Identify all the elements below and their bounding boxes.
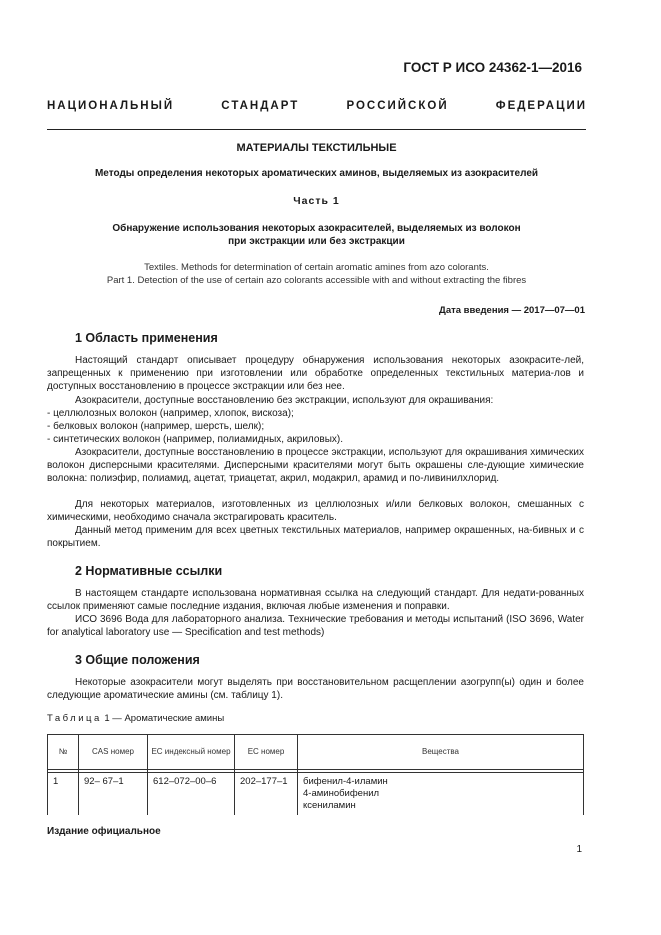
substance-name: ксениламин xyxy=(303,800,356,811)
section-1-list-item-1: - целлюлозных волокон (например, хлопок, вискоза); xyxy=(47,408,294,419)
section-3-heading: 3 Общие положения xyxy=(75,653,200,667)
aromatic-amines-table xyxy=(47,734,584,815)
cell-number: 1 xyxy=(48,773,79,816)
section-1-list-item-2: - белковых волокон (например, шерсть, шелк); xyxy=(47,421,265,432)
cell-cas: 92– 67–1 xyxy=(79,773,148,816)
document-title: МАТЕРИАЛЫ ТЕКСТИЛЬНЫЕ xyxy=(236,142,397,154)
english-title-line-1: Textiles. Methods for determination of certain aromatic amines from azo colorants. xyxy=(144,262,489,273)
part-label: Часть 1 xyxy=(293,195,340,207)
column-header-ec-index: ЕС индексный номер xyxy=(148,735,235,770)
column-header-substances: Вещества xyxy=(298,735,584,770)
official-edition-label: Издание официальное xyxy=(47,826,161,837)
introduction-date: Дата введения — 2017—07—01 xyxy=(439,305,585,316)
section-1-list-item-3: - синтетических волокон (например, полиамидных, акриловых). xyxy=(47,434,344,445)
page-number: 1 xyxy=(576,844,582,855)
cell-substances xyxy=(298,773,584,816)
section-2-para-1: В настоящем стандарте использована нормативная ссылка на следующий стандарт. Для недати-рованных ссылок применяют самые последние издания, включая любые изменения и поправки. xyxy=(47,588,584,612)
national-standard-banner: НАЦИОНАЛЬНЫЙ СТАНДАРТ РОССИЙСКОЙ ФЕДЕРАЦИИ xyxy=(47,100,587,112)
column-header-cas: CAS номер xyxy=(79,735,148,770)
document-code: ГОСТ Р ИСО 24362-1—2016 xyxy=(403,60,582,75)
cell-ec: 202–177–1 xyxy=(235,773,298,816)
section-1-para-3: Азокрасители, доступные восстановлению в процессе экстракции, используют для окрашивания химических волокон дисперсными красителями. Дисперсными красителями могут быть окрашены сле-дующие химические волокна: полиэфир, полиамид, ацетат, триацетат, акрил, модакрил, арамид и по-ливинилхлорид. xyxy=(47,447,584,484)
section-1-para-1: Настоящий стандарт описывает процедуру обнаружения использования некоторых азокрасите-лей, запрещенных к применению при изготовлении или обработке определенных текстильных материа-лов и доступных восстановлению в процессе экстракции или без нее. xyxy=(47,355,584,392)
substance-name: 4-аминобифенил xyxy=(303,788,380,799)
section-2-para-2: ИСО 3696 Вода для лабораторного анализа. Технические требования и методы испытаний (ISO 3696, Water for analytical laboratory use — Specification and test methods) xyxy=(47,614,584,638)
part-title-line-2: при экстракции или без экстракции xyxy=(228,236,405,247)
header-divider xyxy=(47,129,586,130)
english-title xyxy=(47,261,586,287)
cell-ec-index: 612–072–00–6 xyxy=(148,773,235,816)
document-subtitle: Методы определения некоторых ароматических аминов, выделяемых из азокрасителей xyxy=(94,168,539,179)
section-1-para-5: Данный метод применим для всех цветных текстильных материалов, например окрашенных, на-бивных и с покрытием. xyxy=(47,525,584,549)
part-title xyxy=(47,222,586,248)
section-1-heading: 1 Область применения xyxy=(75,331,218,345)
substance-name: бифенил-4-иламин xyxy=(303,776,388,787)
column-header-number: № xyxy=(48,735,79,770)
section-1-para-2: Азокрасители, доступные восстановлению без экстракции, используют для окрашивания: xyxy=(75,395,494,406)
table-row xyxy=(48,773,584,816)
table-caption: Таблица 1 — Ароматические амины xyxy=(47,713,225,724)
section-3-para-1: Некоторые азокрасители могут выделять при восстановительном расщеплении азогрупп(ы) один и более следующие ароматические амины (см. таблицу 1). xyxy=(47,677,584,701)
english-title-line-2: Part 1. Detection of the use of certain azo colorants accessible with and without extracting the fibres xyxy=(106,275,527,286)
column-header-ec: ЕС номер xyxy=(235,735,298,770)
section-2-heading: 2 Нормативные ссылки xyxy=(75,564,223,578)
part-title-line-1: Обнаружение использования некоторых азокрасителей, выделяемых из волокон xyxy=(112,223,521,234)
section-1-para-4: Для некоторых материалов, изготовленных из целлюлозных и/или белковых волокон, смешанных с химическими, необходимо сначала экстрагировать краситель. xyxy=(47,499,584,523)
